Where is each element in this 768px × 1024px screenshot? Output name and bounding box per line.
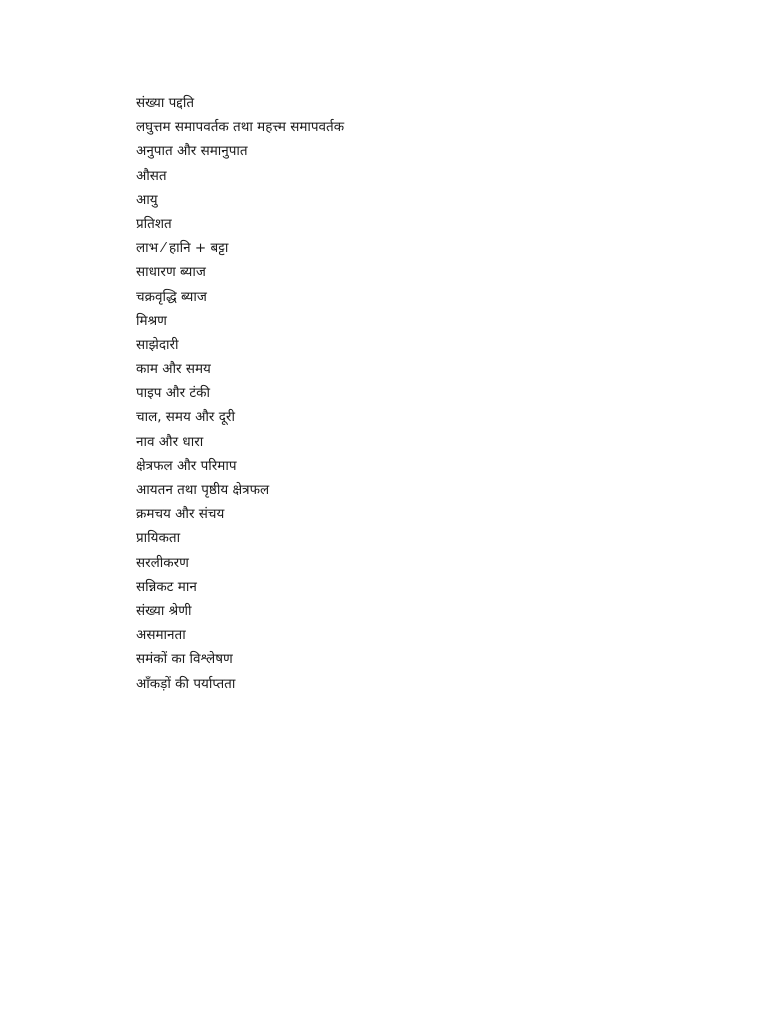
topic-item: पाइप और टंकी [136, 385, 211, 402]
topic-item: प्रायिकता [136, 530, 181, 547]
topic-item: प्रतिशत [136, 215, 172, 232]
topic-item: क्रमचय और संचय [136, 506, 225, 523]
topic-item: आँकड़ों की पर्याप्तता [136, 675, 236, 692]
topic-item: आयु [136, 191, 158, 208]
topic-item: क्षेत्रफल और परिमाप [136, 457, 237, 474]
topic-item: साझेदारी [136, 336, 179, 353]
topic-item: मिश्रण [136, 312, 167, 329]
topic-list [136, 91, 344, 696]
topic-item: अनुपात और समानुपात [136, 143, 248, 160]
topic-item: लघुत्तम समापवर्तक तथा महत्त्म समापवर्तक [136, 119, 345, 136]
topic-item: चाल, समय और दूरी [136, 409, 235, 426]
topic-item: चक्रवृद्धि ब्याज [136, 288, 207, 305]
topic-item: साधारण ब्याज [136, 264, 206, 281]
topic-item: आयतन तथा पृष्ठीय क्षेत्रफल [136, 482, 270, 498]
topic-item: नाव और धारा [136, 433, 204, 450]
topic-item: काम और समय [136, 361, 211, 378]
topic-item: औसत [136, 167, 167, 184]
topic-item: लाभ ⁄ हानि + बट्टा [136, 240, 229, 257]
topic-item: समंकों का विश्लेषण [136, 651, 233, 668]
topic-item: सरलीकरण [136, 554, 189, 571]
topic-item: सन्निकट मान [136, 578, 197, 595]
topic-item: असमानता [136, 627, 186, 644]
topic-item: संख्या पद्दति [136, 95, 195, 111]
topic-item: संख्या श्रेणी [136, 602, 192, 619]
